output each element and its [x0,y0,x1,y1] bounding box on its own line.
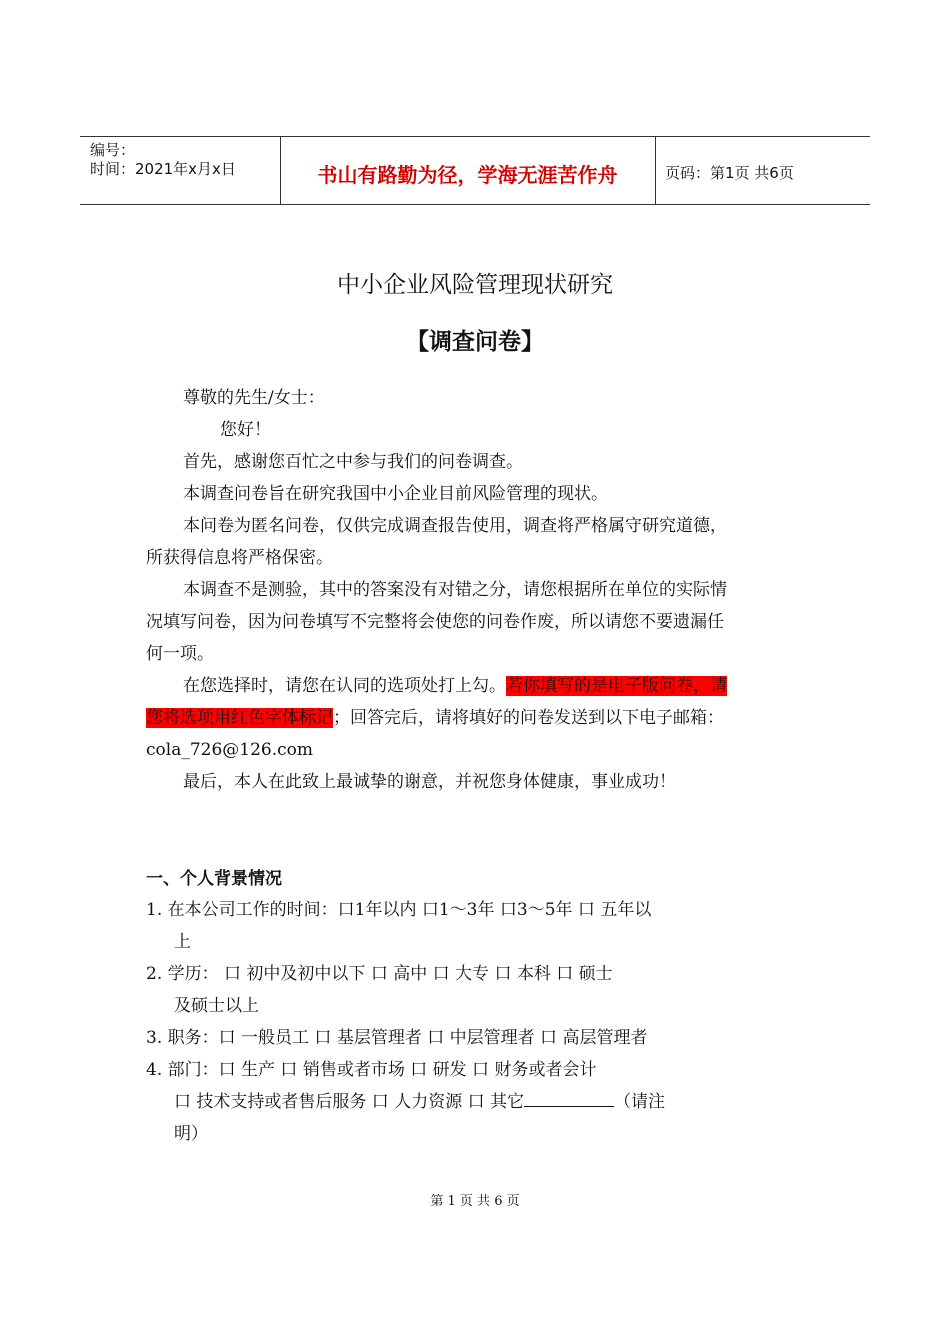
question-4-note-end: 明） [174,1124,208,1144]
question-4-continued [174,1086,665,1118]
intro-paragraph: 首先，感谢您百忙之中参与我们的问卷调查。 [183,452,523,472]
intro-paragraph: 况填写问卷，因为问卷填写不完整将会使您的问卷作废，所以请您不要遗漏任 [146,612,724,632]
question-1-continued: 上 [174,932,191,952]
question-2-continued: 及硕士以上 [174,996,259,1016]
question-2: 2. 学历： 口 初中及初中以下 口 高中 口 大专 口 本科 口 硕士 [146,964,613,984]
highlighted-instruction: 您将选项用红色字体标记 [146,708,333,728]
header-page-info: 页码：第1页 共6页 [665,164,794,182]
greeting: 您好！ [220,420,271,440]
instruction-text: 在您选择时，请您在认同的选项处打上勾。 [183,676,506,696]
intro-paragraph: 所获得信息将严格保密。 [146,548,333,568]
question-3: 3. 职务：口 一般员工 口 基层管理者 口 中层管理者 口 高层管理者 [146,1028,648,1048]
header-divider [655,137,656,204]
header-meta [90,141,236,179]
fill-in-blank[interactable] [524,1092,614,1107]
question-4: 4. 部门：口 生产 口 销售或者市场 口 研发 口 财务或者会计 [146,1060,597,1080]
highlighted-instruction: 若你填写的是电子版问卷，请 [506,676,727,696]
intro-paragraph: 本调查问卷旨在研究我国中小企业目前风险管理的现状。 [183,484,608,504]
intro-paragraph: 本调查不是测验，其中的答案没有对错之分，请您根据所在单位的实际情 [183,580,727,600]
section-heading: 一、个人背景情况 [146,869,282,889]
document-number-label: 编号： [90,141,136,159]
document-time: 时间：2021年x月x日 [90,160,236,178]
page-footer: 第 1 页 共 6 页 [430,1194,520,1209]
salutation: 尊敬的先生/女士： [183,388,325,408]
instruction-paragraph [183,670,727,702]
question-4-note: （请注 [614,1092,666,1112]
question-4-options: 口 技术支持或者售后服务 口 人力资源 口 其它 [174,1092,525,1112]
intro-paragraph: 本问卷为匿名问卷，仅供完成调查报告使用，调查将严格属守研究道德， [183,516,727,536]
header-motto: 书山有路勤为径，学海无涯苦作舟 [317,163,618,187]
contact-email: cola_726@126.com [146,740,314,760]
intro-paragraph: 何一项。 [146,644,214,664]
question-1: 1. 在本公司工作的时间：口1年以内 口1～3年 口3～5年 口 五年以 [146,900,652,920]
document-subtitle: 【调查问卷】 [406,329,544,355]
instruction-text: ；回答完后，请将填好的问卷发送到以下电子邮箱： [333,708,724,728]
closing-paragraph: 最后，本人在此致上最诚挚的谢意，并祝您身体健康，事业成功！ [183,772,676,792]
instruction-paragraph [146,702,724,734]
document-header [80,136,870,205]
document-title: 中小企业风险管理现状研究 [337,272,613,298]
